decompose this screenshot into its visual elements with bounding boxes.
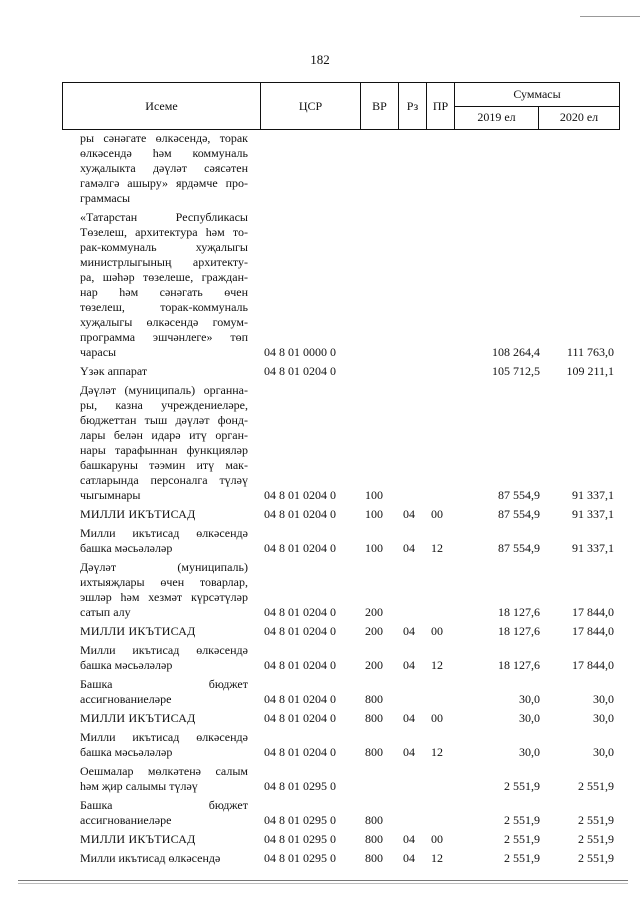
cell-vr: 100 bbox=[365, 488, 383, 502]
cell-csr: 04 8 01 0204 0 bbox=[264, 692, 336, 706]
row-name bbox=[80, 832, 248, 847]
row-name-line: хуҗалыкта дәүләт сәясәтен bbox=[80, 161, 248, 175]
table-row bbox=[80, 526, 622, 556]
cell-vr: 800 bbox=[365, 813, 383, 827]
row-name-line: сатларында персоналга түләү bbox=[80, 473, 248, 487]
row-name-line: бюджеттан тыш дәүләт фонд- bbox=[80, 413, 248, 427]
table-body bbox=[80, 131, 622, 866]
row-name bbox=[80, 560, 248, 620]
cell-s2020: 91 337,1 bbox=[572, 488, 614, 502]
table-row bbox=[80, 131, 622, 206]
row-name-line: рак-коммуналь хуҗалыгы bbox=[80, 240, 248, 254]
cell-pr: 12 bbox=[431, 658, 443, 672]
row-name-line: ихтыяҗлары өчен товарлар, bbox=[80, 575, 248, 589]
cell-rz: 04 bbox=[403, 541, 415, 555]
table-row bbox=[80, 210, 622, 360]
table-row bbox=[80, 711, 622, 726]
cell-s2020: 30,0 bbox=[593, 745, 614, 759]
header-vr: ВР bbox=[361, 83, 399, 130]
cell-s2020: 17 844,0 bbox=[572, 658, 614, 672]
row-name-line: МИЛЛИ ИКЪТИСАД bbox=[80, 507, 196, 521]
table-row bbox=[80, 364, 622, 379]
table-row bbox=[80, 624, 622, 639]
row-name-line: чарасы bbox=[80, 345, 117, 359]
row-name bbox=[80, 677, 248, 707]
row-name-line: өлкәсендә һәм коммуналь bbox=[80, 146, 248, 160]
cell-vr: 800 bbox=[365, 711, 383, 725]
row-name-line: программа эшчәнлеге» төп bbox=[80, 330, 248, 344]
row-name-line: Башка бюджет bbox=[80, 798, 248, 812]
row-name bbox=[80, 798, 248, 828]
cell-s2019: 18 127,6 bbox=[498, 624, 540, 638]
cell-s2019: 2 551,9 bbox=[504, 813, 540, 827]
row-name-line: Милли икътисад өлкәсендә bbox=[80, 526, 248, 540]
row-name-line: Дәүләт (муниципаль) органна- bbox=[80, 383, 248, 397]
table-row bbox=[80, 851, 622, 866]
row-name-line: башка мәсьәләләр bbox=[80, 745, 173, 759]
row-name bbox=[80, 507, 248, 522]
cell-rz: 04 bbox=[403, 658, 415, 672]
cell-vr: 800 bbox=[365, 851, 383, 865]
row-name-line: ра, шәһәр төзелеше, граждан- bbox=[80, 270, 248, 284]
table-row bbox=[80, 730, 622, 760]
cell-pr: 12 bbox=[431, 541, 443, 555]
cell-vr: 800 bbox=[365, 692, 383, 706]
cell-vr: 100 bbox=[365, 507, 383, 521]
cell-csr: 04 8 01 0295 0 bbox=[264, 813, 336, 827]
cell-pr: 00 bbox=[431, 507, 443, 521]
cell-csr: 04 8 01 0204 0 bbox=[264, 507, 336, 521]
header-2020: 2020 ел bbox=[539, 106, 620, 130]
row-name-line: ассигнованиеләре bbox=[80, 813, 172, 827]
cell-csr: 04 8 01 0204 0 bbox=[264, 711, 336, 725]
cell-s2019: 2 551,9 bbox=[504, 832, 540, 846]
row-name-line: һәм җир салымы түләү bbox=[80, 779, 198, 793]
cell-csr: 04 8 01 0295 0 bbox=[264, 832, 336, 846]
table-row bbox=[80, 798, 622, 828]
row-name bbox=[80, 764, 248, 794]
row-name-line: Дәүләт (муниципаль) bbox=[80, 560, 248, 574]
row-name-line: Үзәк аппарат bbox=[80, 364, 148, 378]
row-name-line: МИЛЛИ ИКЪТИСАД bbox=[80, 624, 196, 638]
cell-s2019: 87 554,9 bbox=[498, 488, 540, 502]
cell-s2019: 18 127,6 bbox=[498, 605, 540, 619]
footer-rule-secondary bbox=[18, 883, 628, 884]
cell-s2020: 111 763,0 bbox=[566, 345, 614, 359]
header-rz: Рз bbox=[399, 83, 427, 130]
cell-s2020: 91 337,1 bbox=[572, 507, 614, 521]
cell-pr: 00 bbox=[431, 832, 443, 846]
row-name bbox=[80, 711, 248, 726]
cell-s2019: 30,0 bbox=[519, 711, 540, 725]
cell-rz: 04 bbox=[403, 711, 415, 725]
row-name-line: эшләр һәм хезмәт күрсәтүләр bbox=[80, 590, 248, 604]
row-name bbox=[80, 643, 248, 673]
table-row bbox=[80, 507, 622, 522]
cell-pr: 00 bbox=[431, 711, 443, 725]
row-name bbox=[80, 730, 248, 760]
header-csr: ЦСР bbox=[261, 83, 361, 130]
row-name-line: нары тарафыннан функцияләр bbox=[80, 443, 248, 457]
table-row bbox=[80, 764, 622, 794]
cell-vr: 800 bbox=[365, 745, 383, 759]
row-name-line: граммасы bbox=[80, 191, 131, 205]
row-name-line: башка мәсьәләләр bbox=[80, 658, 173, 672]
row-name-line: ры, казна учреждениеләре, bbox=[80, 398, 248, 412]
cell-csr: 04 8 01 0204 0 bbox=[264, 488, 336, 502]
row-name-line: ры сәнәгате өлкәсендә, торак bbox=[80, 131, 248, 145]
cell-csr: 04 8 01 0295 0 bbox=[264, 779, 336, 793]
row-name bbox=[80, 383, 248, 503]
cell-rz: 04 bbox=[403, 851, 415, 865]
cell-s2020: 17 844,0 bbox=[572, 624, 614, 638]
cell-s2019: 108 264,4 bbox=[492, 345, 540, 359]
row-name-line: министрлыгының архитекту- bbox=[80, 255, 248, 269]
table-row bbox=[80, 677, 622, 707]
cell-s2020: 30,0 bbox=[593, 711, 614, 725]
cell-vr: 200 bbox=[365, 605, 383, 619]
cell-s2020: 2 551,9 bbox=[578, 851, 614, 865]
cell-s2019: 87 554,9 bbox=[498, 541, 540, 555]
cell-pr: 12 bbox=[431, 851, 443, 865]
row-name-line: башкаруны тәэмин итү мак- bbox=[80, 458, 248, 472]
row-name-line: Оешмалар мөлкәтенә салым bbox=[80, 764, 248, 778]
cell-s2020: 30,0 bbox=[593, 692, 614, 706]
page-number: 182 bbox=[310, 52, 330, 67]
cell-csr: 04 8 01 0204 0 bbox=[264, 745, 336, 759]
row-name-line: чыгымнары bbox=[80, 488, 141, 502]
table-row bbox=[80, 383, 622, 503]
cell-s2020: 109 211,1 bbox=[566, 364, 614, 378]
row-name-line: төзелеш, торак-коммуналь bbox=[80, 300, 248, 314]
cell-s2019: 87 554,9 bbox=[498, 507, 540, 521]
row-name-line: гамәлгә ашыру» ярдәмче про- bbox=[80, 176, 248, 190]
cell-s2019: 2 551,9 bbox=[504, 779, 540, 793]
row-name-line: хуҗалыгы өлкәсендә гомум- bbox=[80, 315, 248, 329]
row-name-line: «Татарстан Республикасы bbox=[80, 210, 248, 224]
cell-rz: 04 bbox=[403, 745, 415, 759]
cell-rz: 04 bbox=[403, 624, 415, 638]
cell-s2019: 105 712,5 bbox=[492, 364, 540, 378]
row-name-line: башка мәсьәләләр bbox=[80, 541, 173, 555]
cell-csr: 04 8 01 0204 0 bbox=[264, 541, 336, 555]
cell-pr: 00 bbox=[431, 624, 443, 638]
row-name bbox=[80, 526, 248, 556]
row-name-line: лары белән идарә итү орган- bbox=[80, 428, 248, 442]
row-name bbox=[80, 851, 248, 866]
cell-csr: 04 8 01 0204 0 bbox=[264, 605, 336, 619]
footer-rule bbox=[18, 880, 628, 881]
cell-s2019: 30,0 bbox=[519, 745, 540, 759]
table-row bbox=[80, 560, 622, 620]
row-name bbox=[80, 624, 248, 639]
row-name-line: нар һәм сәнәгать өчен bbox=[80, 285, 248, 299]
cell-vr: 800 bbox=[365, 832, 383, 846]
table-row bbox=[80, 643, 622, 673]
cell-s2020: 17 844,0 bbox=[572, 605, 614, 619]
row-name-line: Башка бюджет bbox=[80, 677, 248, 691]
row-name-line: Милли икътисад өлкәсендә bbox=[80, 851, 221, 865]
cell-rz: 04 bbox=[403, 507, 415, 521]
cell-rz: 04 bbox=[403, 832, 415, 846]
row-name-line: сатып алу bbox=[80, 605, 131, 619]
cell-vr: 100 bbox=[365, 541, 383, 555]
cell-s2019: 18 127,6 bbox=[498, 658, 540, 672]
cell-csr: 04 8 01 0295 0 bbox=[264, 851, 336, 865]
row-name-line: ассигнованиеләре bbox=[80, 692, 172, 706]
cell-pr: 12 bbox=[431, 745, 443, 759]
cell-csr: 04 8 01 0204 0 bbox=[264, 624, 336, 638]
cell-s2020: 2 551,9 bbox=[578, 832, 614, 846]
cell-s2020: 91 337,1 bbox=[572, 541, 614, 555]
row-name-line: Төзелеш, архитектура һәм то- bbox=[80, 225, 248, 239]
cell-vr: 200 bbox=[365, 658, 383, 672]
cell-csr: 04 8 01 0000 0 bbox=[264, 345, 336, 359]
cell-s2019: 30,0 bbox=[519, 692, 540, 706]
row-name-line: Милли икътисад өлкәсендә bbox=[80, 643, 248, 657]
row-name-line: Милли икътисад өлкәсендә bbox=[80, 730, 248, 744]
header-2019: 2019 ел bbox=[455, 106, 539, 130]
row-name-line: МИЛЛИ ИКЪТИСАД bbox=[80, 711, 196, 725]
cell-s2020: 2 551,9 bbox=[578, 779, 614, 793]
row-name bbox=[80, 210, 248, 360]
row-name-line: МИЛЛИ ИКЪТИСАД bbox=[80, 832, 196, 846]
header-name: Исеме bbox=[63, 83, 261, 130]
cell-s2019: 2 551,9 bbox=[504, 851, 540, 865]
row-name bbox=[80, 364, 248, 379]
top-edge-line bbox=[580, 16, 640, 17]
row-name bbox=[80, 131, 248, 206]
header-pr: ПР bbox=[427, 83, 455, 130]
cell-csr: 04 8 01 0204 0 bbox=[264, 364, 336, 378]
table-row bbox=[80, 832, 622, 847]
header-sums: Суммасы bbox=[455, 83, 620, 107]
table-header bbox=[62, 82, 620, 130]
cell-vr: 200 bbox=[365, 624, 383, 638]
cell-csr: 04 8 01 0204 0 bbox=[264, 658, 336, 672]
cell-s2020: 2 551,9 bbox=[578, 813, 614, 827]
